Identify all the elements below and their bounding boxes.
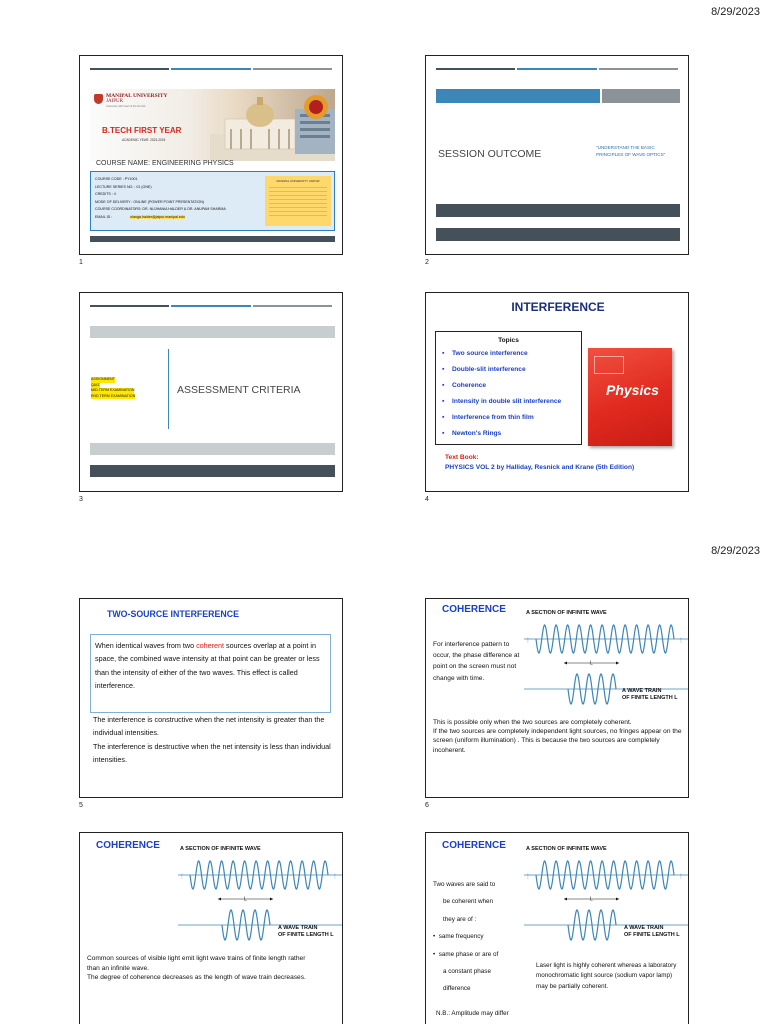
length-label: L [590, 896, 593, 903]
body-text [87, 954, 317, 983]
bullet-text: same phase or are of [438, 950, 499, 958]
university-logo [94, 94, 103, 104]
wave-bottom-label [622, 688, 678, 702]
campus-building-illustration [90, 89, 335, 161]
cover-word: Physics [606, 382, 659, 398]
length-arrow-head-right [616, 662, 619, 665]
slide-number: 2 [425, 259, 429, 266]
slide-number: 5 [79, 802, 83, 809]
length-arrow-head-right [270, 898, 273, 901]
wave-bottom-line: A WAVE TRAIN [624, 925, 664, 931]
topic-item[interactable]: ▪ Two source interference [442, 346, 581, 362]
wave-top-label: A SECTION OF INFINITE WAVE [526, 610, 607, 616]
wave-bottom-line: A WAVE TRAIN [278, 925, 318, 931]
info-row: COURSE COORDINATORS: DR. NUJHANIA HALDER & DR. ANUPAM SHARMA [95, 207, 226, 212]
definition-box [90, 634, 331, 713]
topics-box [435, 331, 582, 445]
bullet-text: a constant phase [443, 968, 491, 976]
info-row: LECTURE SERIES NO. : 01 (ONE) [95, 184, 152, 189]
topics-list [442, 346, 581, 442]
session-quote [596, 144, 665, 158]
wave-bottom-line: OF FINITE LENGTH L [622, 695, 678, 701]
slide-7[interactable] [79, 832, 343, 1024]
topic-item[interactable]: ▪ Intensity in double slit interference [442, 394, 581, 410]
slide-3[interactable] [79, 292, 343, 492]
divider-line [168, 349, 169, 429]
top-bars [436, 68, 678, 70]
textbook-text: PHYSICS VOL 2 by Halliday, Resnick and Krane (5th Edition) [445, 464, 635, 471]
date-mid: 8/29/2023 [711, 545, 760, 557]
length-label: L [590, 660, 593, 667]
note-lines [269, 187, 327, 217]
nb-text: N.B.: Amplitude may differ [436, 1010, 509, 1017]
slide-2[interactable] [425, 55, 689, 255]
slide-number: 3 [79, 496, 83, 503]
wave-bottom-label [278, 925, 334, 939]
ellipsis-right: ⋮ [678, 637, 684, 644]
body-text [433, 718, 685, 755]
length-arrow-head-left [218, 898, 221, 901]
top-bars [90, 68, 332, 70]
wave-top-label: A SECTION OF INFINITE WAVE [526, 846, 607, 852]
header-bar-grey [602, 89, 680, 103]
info-row: MODE OF DELIVERY : ONLINE (POWER POINT PRESENTATION) [95, 199, 205, 204]
topic-item[interactable]: ▪ Coherence [442, 378, 581, 394]
info-row [95, 214, 260, 222]
coherent-keyword: coherent [196, 641, 225, 650]
condition-line: be coherent when [443, 898, 494, 906]
header-bar [90, 326, 335, 338]
bullet-item: • same phase or are of [433, 950, 499, 958]
top-bars [90, 305, 332, 307]
slide-title: ASSESSMENT CRITERIA [177, 384, 301, 396]
slide-title: COHERENCE [96, 840, 160, 851]
date-top: 8/29/2023 [711, 6, 760, 18]
textbook-label: Text Book: [445, 454, 479, 461]
assessment-item: QUIZ [91, 382, 100, 387]
footer-bar [436, 204, 680, 217]
slide-6[interactable] [425, 598, 689, 798]
length-arrow-head-right [616, 898, 619, 901]
program-title: B.TECH FIRST YEAR [102, 126, 182, 135]
topic-item[interactable]: ▪ Newton's Rings [442, 426, 581, 442]
course-name: COURSE NAME: ENGINEERING PHYSICS [96, 160, 234, 167]
slide-title: SESSION OUTCOME [438, 148, 542, 160]
textbook-cover [588, 348, 672, 446]
ellipsis-left: ⋮ [525, 873, 531, 880]
university-name: MANIPAL UNIVERSITY [106, 93, 168, 99]
email-label: EMAIL ID : [95, 214, 113, 219]
note-panel [265, 176, 331, 226]
info-row: COURSE CODE : PY1001 [95, 177, 138, 181]
assessment-item: ASSIGNMENT [91, 377, 115, 381]
topic-item[interactable]: ▪ Interference from thin film [442, 410, 581, 426]
slide-title: INTERFERENCE [511, 300, 605, 314]
length-arrow-head-left [564, 662, 567, 665]
footer-bar [90, 236, 335, 242]
wave-bottom-line: A WAVE TRAIN [622, 688, 662, 694]
ellipsis-right: ⋮ [332, 873, 338, 880]
laser-text: Laser light is highly coherent whereas a laboratory monochromatic light source (sodium vapor lamp) may be partially coherent. [536, 962, 677, 990]
email-link[interactable]: nlanga.halder@jaipur.manipal.edu [130, 214, 185, 219]
slide-title: COHERENCE [442, 840, 506, 851]
wave-bottom-label [624, 925, 680, 939]
paragraph: Common sources of visible light emit light wave trains of finite length rather than an infinite wave. [87, 955, 306, 972]
slide-8[interactable] [425, 832, 689, 1024]
assessment-item: END TERM EXAMINATION [91, 393, 136, 398]
ellipsis-left: ⋮ [179, 873, 185, 880]
bullet-text: difference [443, 985, 471, 993]
slide-number: 6 [425, 802, 429, 809]
slide-4[interactable] [425, 292, 689, 492]
quote-line: "UNDERSTAND THE BASIC [596, 145, 655, 150]
bullet-text: same frequency [438, 933, 484, 941]
slide-5[interactable] [79, 598, 343, 798]
note-title: MANIPAL UNIVERSITY JAIPUR [276, 179, 320, 183]
quote-line: PRINCIPLES OF WAVE OPTICS" [596, 152, 666, 157]
paragraph: This is possible only when the two sources are completely coherent. [433, 719, 632, 726]
header-bar-blue [436, 89, 600, 103]
condition-line: Two waves are said to [433, 881, 496, 888]
course-info-box [90, 171, 335, 231]
assessment-item: MID-TERM EXAMINATION [91, 388, 135, 392]
coherence-conditions [433, 876, 533, 998]
paragraph: The interference is constructive when the net intensity is greater than the individual intensities. [93, 715, 325, 738]
footer-bar [90, 443, 335, 455]
topics-heading: Topics [498, 337, 519, 344]
body-text [93, 713, 333, 767]
slide-1[interactable] [79, 55, 343, 255]
side-text: For interference pattern to occur, the phase difference at point on the screen must not change with time. [433, 641, 520, 682]
info-row: CREDITS : 4 [95, 192, 116, 197]
cover-decor [594, 356, 624, 374]
length-arrow-head-left [564, 898, 567, 901]
ellipsis-right: ⋮ [678, 873, 684, 880]
paragraph: The degree of coherence decreases as the length of wave train decreases. [87, 974, 306, 982]
assessment-list [91, 377, 135, 399]
course-info-rows [95, 176, 260, 222]
ellipsis-left: ⋮ [525, 637, 531, 644]
condition-line: they are of : [443, 915, 477, 923]
slide-number: 1 [79, 259, 83, 266]
university-city: JAIPUR [106, 99, 123, 104]
footer-bar [90, 465, 335, 477]
university-tagline: University with heart of the first list [106, 105, 146, 108]
wave-top-label: A SECTION OF INFINITE WAVE [180, 846, 261, 852]
academic-year: ACADEMIC YEAR: 2023-2024 [122, 138, 166, 142]
slide-title: TWO-SOURCE INTERFERENCE [107, 609, 239, 619]
topic-item[interactable]: ▪ Double-slit interference [442, 362, 581, 378]
footer-bar [436, 228, 680, 241]
slide-number: 4 [425, 496, 429, 503]
definition-text: sources overlap at a point in space, the combined wave intensity at that point can be greater or less than the intensity of either of the two waves. This effect is called interference. [95, 641, 320, 691]
campus-banner [90, 89, 335, 161]
length-label: L [244, 896, 247, 903]
wave-bottom-line: OF FINITE LENGTH L [624, 932, 680, 938]
definition-text: When identical waves from two [95, 641, 197, 650]
wave-bottom-line: OF FINITE LENGTH L [278, 932, 334, 938]
bullet-item: • same frequency [433, 933, 484, 941]
paragraph: The interference is destructive when the net intensity is less than individual intensities. [93, 741, 331, 765]
paragraph: If the two sources are completely independent light sources, no fringes appear on the screen (uniform illumination) . This is because the two sources are completely incoherent. [433, 728, 682, 754]
slide-title: COHERENCE [442, 604, 506, 615]
